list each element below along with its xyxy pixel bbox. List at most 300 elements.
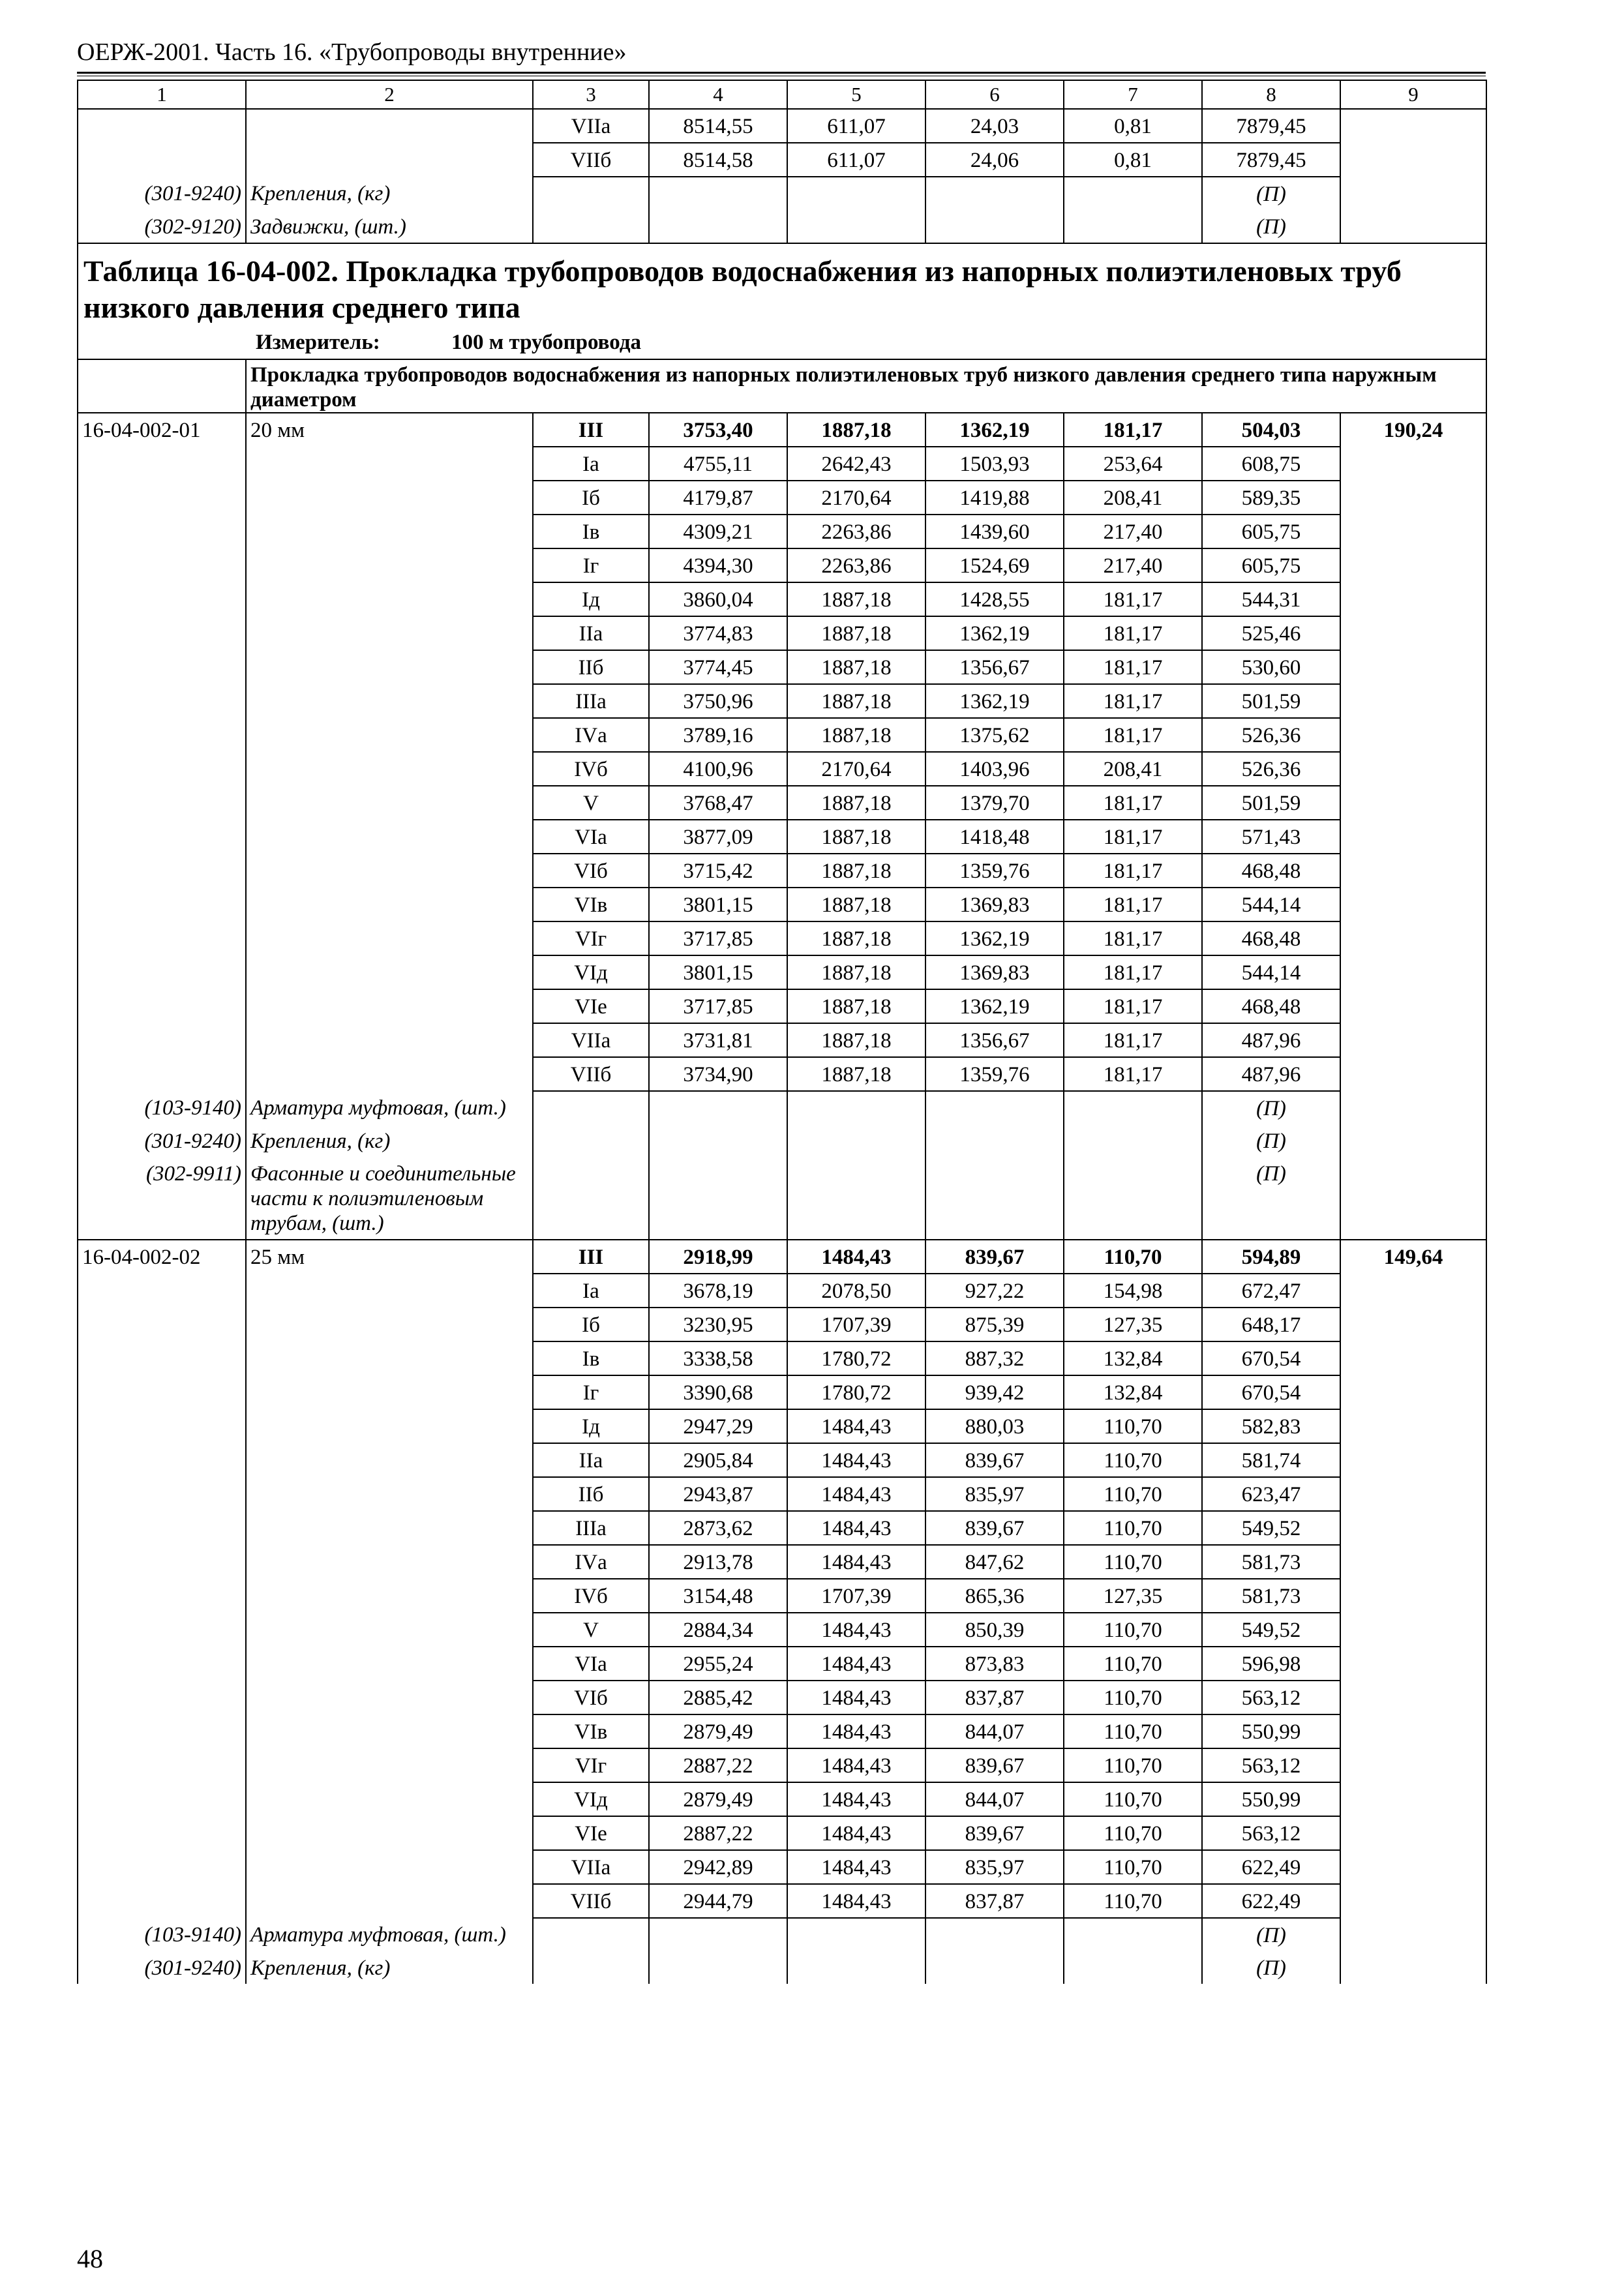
code-cell: [78, 955, 246, 989]
name-cell: [246, 582, 533, 616]
table-row: [78, 548, 1486, 582]
value-cell: 3734,90: [649, 1057, 787, 1091]
name-cell: [246, 989, 533, 1023]
value-cell: 1484,43: [787, 1545, 925, 1579]
section-header: Прокладка трубопроводов водоснабжения из напорных полиэтиленовых труб низкого давления среднего типа наружным диаметром: [246, 359, 1486, 413]
empty-cell: [787, 1157, 925, 1240]
value-cell: 563,12: [1202, 1681, 1340, 1714]
value-cell: 1484,43: [787, 1647, 925, 1681]
value-cell: 181,17: [1064, 955, 1202, 989]
labor-cell: [1340, 718, 1486, 752]
table-row: [78, 1884, 1486, 1918]
value-cell: 7879,45: [1202, 143, 1340, 177]
value-cell: 181,17: [1064, 650, 1202, 684]
value-cell: 181,17: [1064, 888, 1202, 921]
value-cell: 110,70: [1064, 1240, 1202, 1274]
labor-cell: [1340, 1375, 1486, 1409]
value-cell: 839,67: [925, 1816, 1064, 1850]
labor-cell: [1340, 515, 1486, 548]
value-cell: 253,64: [1064, 447, 1202, 481]
zone-cell: IVб: [533, 1579, 649, 1613]
value-cell: 844,07: [925, 1714, 1064, 1748]
name-cell: [246, 1647, 533, 1681]
table-row: [78, 1477, 1486, 1511]
name-cell: [246, 1884, 533, 1918]
value-cell: 1484,43: [787, 1681, 925, 1714]
value-cell: 837,87: [925, 1681, 1064, 1714]
value-cell: 181,17: [1064, 854, 1202, 888]
code-cell: [78, 1341, 246, 1375]
value-cell: 611,07: [787, 143, 925, 177]
entry-main-row: [78, 1240, 1486, 1274]
material-code: (302-9120): [78, 210, 246, 243]
code-cell: [78, 481, 246, 515]
zone-cell: Iб: [533, 481, 649, 515]
value-cell: 550,99: [1202, 1714, 1340, 1748]
entry-name: 20 мм: [246, 413, 533, 447]
value-cell: 581,74: [1202, 1443, 1340, 1477]
table-row: [78, 109, 1486, 143]
value-cell: 4179,87: [649, 481, 787, 515]
labor-cell: [1340, 1057, 1486, 1091]
value-cell: 2918,99: [649, 1240, 787, 1274]
name-cell: [246, 1748, 533, 1782]
value-cell: 1419,88: [925, 481, 1064, 515]
value-cell: 2879,49: [649, 1714, 787, 1748]
column-number: 7: [1064, 80, 1202, 109]
table-title-row: [78, 243, 1486, 359]
value-cell: 2887,22: [649, 1748, 787, 1782]
value-cell: 3801,15: [649, 955, 787, 989]
labor-cell: [1340, 1782, 1486, 1816]
code-cell: [78, 921, 246, 955]
value-cell: 208,41: [1064, 752, 1202, 786]
name-cell: [246, 1274, 533, 1308]
empty-cell: [1064, 1951, 1202, 1984]
value-cell: 0,81: [1064, 143, 1202, 177]
value-cell: 3717,85: [649, 921, 787, 955]
empty-cell: [533, 1157, 649, 1240]
entry-name: 25 мм: [246, 1240, 533, 1274]
value-cell: 1369,83: [925, 955, 1064, 989]
value-cell: 181,17: [1064, 684, 1202, 718]
zone-cell: VIб: [533, 854, 649, 888]
value-cell: 1707,39: [787, 1579, 925, 1613]
empty-cell: [925, 177, 1064, 210]
value-cell: 1484,43: [787, 1782, 925, 1816]
empty-cell: [533, 1951, 649, 1984]
empty-cell: [787, 1091, 925, 1124]
labor-cell: [1340, 1714, 1486, 1748]
table-row: [78, 684, 1486, 718]
labor-cell: [1340, 1308, 1486, 1341]
value-cell: 504,03: [1202, 413, 1340, 447]
value-cell: 2947,29: [649, 1409, 787, 1443]
material-code: (301-9240): [78, 1951, 246, 1984]
column-number: 3: [533, 80, 649, 109]
name-cell: [246, 1816, 533, 1850]
empty-cell: [787, 210, 925, 243]
name-cell: [246, 1443, 533, 1477]
name-cell: [246, 820, 533, 854]
empty-cell: [1064, 1124, 1202, 1157]
empty-cell: [925, 1157, 1064, 1240]
labor-cell: [1340, 447, 1486, 481]
value-cell: 1484,43: [787, 1613, 925, 1647]
value-cell: 1887,18: [787, 650, 925, 684]
value-cell: 835,97: [925, 1477, 1064, 1511]
column-number: 6: [925, 80, 1064, 109]
value-cell: 3154,48: [649, 1579, 787, 1613]
table-row: [78, 888, 1486, 921]
value-cell: 1356,67: [925, 650, 1064, 684]
table-title-block: [78, 243, 1486, 359]
value-cell: 526,36: [1202, 752, 1340, 786]
zone-cell: Iв: [533, 515, 649, 548]
value-cell: 1887,18: [787, 1057, 925, 1091]
value-cell: 1375,62: [925, 718, 1064, 752]
empty-cell: [925, 210, 1064, 243]
empty-cell: [1340, 1124, 1486, 1157]
value-cell: 3774,45: [649, 650, 787, 684]
value-cell: 181,17: [1064, 989, 1202, 1023]
value-cell: 605,75: [1202, 548, 1340, 582]
value-cell: 3860,04: [649, 582, 787, 616]
empty-cell: [925, 1124, 1064, 1157]
labor-cell: [1340, 1579, 1486, 1613]
code-cell: [78, 143, 246, 177]
material-code: (103-9140): [78, 1091, 246, 1124]
value-cell: 1428,55: [925, 582, 1064, 616]
value-cell: 2913,78: [649, 1545, 787, 1579]
zone-cell: VIд: [533, 955, 649, 989]
empty-cell: [925, 1951, 1064, 1984]
zone-cell: VIг: [533, 1748, 649, 1782]
measurer: [83, 326, 1481, 355]
table-row: [78, 650, 1486, 684]
value-cell: 8514,58: [649, 143, 787, 177]
table-body: [78, 80, 1486, 1984]
value-cell: 110,70: [1064, 1681, 1202, 1714]
value-cell: 110,70: [1064, 1714, 1202, 1748]
zone-cell: IIб: [533, 1477, 649, 1511]
value-cell: 1362,19: [925, 989, 1064, 1023]
value-cell: 1484,43: [787, 1884, 925, 1918]
value-cell: 1379,70: [925, 786, 1064, 820]
material-code: (301-9240): [78, 1124, 246, 1157]
entry-code: 16-04-002-01: [78, 413, 246, 447]
value-cell: 622,49: [1202, 1850, 1340, 1884]
value-cell: 181,17: [1064, 616, 1202, 650]
empty-cell: [1064, 177, 1202, 210]
value-cell: 2942,89: [649, 1850, 787, 1884]
value-cell: 1503,93: [925, 447, 1064, 481]
column-number: 9: [1340, 80, 1486, 109]
code-cell: [78, 786, 246, 820]
zone-cell: VIг: [533, 921, 649, 955]
material-mark: (П): [1202, 1124, 1340, 1157]
empty-cell: [649, 1124, 787, 1157]
value-cell: 110,70: [1064, 1443, 1202, 1477]
value-cell: 563,12: [1202, 1816, 1340, 1850]
labor-cell: [1340, 1613, 1486, 1647]
empty-cell: [787, 1951, 925, 1984]
value-cell: 1484,43: [787, 1443, 925, 1477]
measurer-label: Измеритель:: [256, 331, 380, 354]
empty-cell: [78, 359, 246, 413]
name-cell: [246, 1511, 533, 1545]
code-cell: [78, 1782, 246, 1816]
column-number: 1: [78, 80, 246, 109]
estimate-table: [77, 80, 1487, 1984]
table-row: [78, 955, 1486, 989]
empty-cell: [787, 177, 925, 210]
empty-cell: [1064, 1918, 1202, 1951]
value-cell: 605,75: [1202, 515, 1340, 548]
value-cell: 2943,87: [649, 1477, 787, 1511]
column-number: 5: [787, 80, 925, 109]
value-cell: 501,59: [1202, 684, 1340, 718]
labor-cell: [1340, 854, 1486, 888]
value-cell: 4394,30: [649, 548, 787, 582]
table-row: [78, 582, 1486, 616]
table-row: [78, 1023, 1486, 1057]
material-name: Крепления, (кг): [246, 177, 533, 210]
value-cell: 501,59: [1202, 786, 1340, 820]
value-cell: 544,14: [1202, 888, 1340, 921]
empty-cell: [649, 210, 787, 243]
value-cell: 1418,48: [925, 820, 1064, 854]
code-cell: [78, 1057, 246, 1091]
code-cell: [78, 854, 246, 888]
value-cell: 837,87: [925, 1884, 1064, 1918]
zone-cell: Iв: [533, 1341, 649, 1375]
value-cell: 1887,18: [787, 820, 925, 854]
labor-cell: [1340, 1477, 1486, 1511]
value-cell: 110,70: [1064, 1647, 1202, 1681]
code-cell: [78, 1023, 246, 1057]
material-code: (302-9911): [78, 1157, 246, 1240]
zone-cell: IIа: [533, 616, 649, 650]
zone-cell: IIб: [533, 650, 649, 684]
empty-cell: [1064, 1091, 1202, 1124]
value-cell: 3230,95: [649, 1308, 787, 1341]
code-cell: [78, 548, 246, 582]
value-cell: 549,52: [1202, 1511, 1340, 1545]
value-cell: 1887,18: [787, 684, 925, 718]
value-cell: 3768,47: [649, 786, 787, 820]
value-cell: 865,36: [925, 1579, 1064, 1613]
value-cell: 544,14: [1202, 955, 1340, 989]
value-cell: 132,84: [1064, 1341, 1202, 1375]
labor-cell: [1340, 616, 1486, 650]
zone-cell: VIв: [533, 888, 649, 921]
value-cell: 1484,43: [787, 1714, 925, 1748]
value-cell: 648,17: [1202, 1308, 1340, 1341]
value-cell: 3715,42: [649, 854, 787, 888]
zone-cell: VIIб: [533, 1057, 649, 1091]
value-cell: 2263,86: [787, 548, 925, 582]
value-cell: 110,70: [1064, 1613, 1202, 1647]
value-cell: 850,39: [925, 1613, 1064, 1647]
value-cell: 110,70: [1064, 1511, 1202, 1545]
value-cell: 1780,72: [787, 1341, 925, 1375]
name-cell: [246, 786, 533, 820]
labor-cell: [1340, 548, 1486, 582]
value-cell: 530,60: [1202, 650, 1340, 684]
table-row: [78, 786, 1486, 820]
value-cell: 835,97: [925, 1850, 1064, 1884]
zone-cell: Iд: [533, 1409, 649, 1443]
empty-cell: [787, 1918, 925, 1951]
value-cell: 3717,85: [649, 989, 787, 1023]
name-cell: [246, 109, 533, 143]
value-cell: 875,39: [925, 1308, 1064, 1341]
value-cell: 2905,84: [649, 1443, 787, 1477]
material-name: Фасонные и соединительные части к полиэтиленовым трубам, (шт.): [246, 1157, 533, 1240]
zone-cell: VIб: [533, 1681, 649, 1714]
code-cell: [78, 1816, 246, 1850]
name-cell: [246, 1341, 533, 1375]
value-cell: 181,17: [1064, 820, 1202, 854]
table-row: [78, 1057, 1486, 1091]
labor-cell: [1340, 481, 1486, 515]
table-row: [78, 1274, 1486, 1308]
zone-cell: VIIа: [533, 1023, 649, 1057]
name-cell: [246, 1714, 533, 1748]
value-cell: 622,49: [1202, 1884, 1340, 1918]
value-cell: 526,36: [1202, 718, 1340, 752]
material-mark: (П): [1202, 1951, 1340, 1984]
column-number: 2: [246, 80, 533, 109]
value-cell: 3731,81: [649, 1023, 787, 1057]
labor-cell: [1340, 1748, 1486, 1782]
name-cell: [246, 1023, 533, 1057]
value-cell: 880,03: [925, 1409, 1064, 1443]
value-cell: 672,47: [1202, 1274, 1340, 1308]
name-cell: [246, 888, 533, 921]
value-cell: 4755,11: [649, 447, 787, 481]
name-cell: [246, 854, 533, 888]
material-row: [78, 1124, 1486, 1157]
value-cell: 181,17: [1064, 921, 1202, 955]
name-cell: [246, 1308, 533, 1341]
value-cell: 2955,24: [649, 1647, 787, 1681]
zone-cell: VIв: [533, 1714, 649, 1748]
value-cell: 1362,19: [925, 921, 1064, 955]
code-cell: [78, 1375, 246, 1409]
value-cell: 468,48: [1202, 921, 1340, 955]
value-cell: 110,70: [1064, 1748, 1202, 1782]
value-cell: 1484,43: [787, 1477, 925, 1511]
labor-cell: [1340, 582, 1486, 616]
zone-cell: Iа: [533, 447, 649, 481]
material-code: (103-9140): [78, 1918, 246, 1951]
name-cell: [246, 1375, 533, 1409]
value-cell: 1369,83: [925, 888, 1064, 921]
value-cell: 1887,18: [787, 413, 925, 447]
name-cell: [246, 143, 533, 177]
zone-cell: VIIб: [533, 1884, 649, 1918]
labor-cell: [1340, 1647, 1486, 1681]
value-cell: 844,07: [925, 1782, 1064, 1816]
value-cell: 2884,34: [649, 1613, 787, 1647]
code-cell: [78, 1579, 246, 1613]
value-cell: 127,35: [1064, 1308, 1202, 1341]
name-cell: [246, 650, 533, 684]
code-cell: [78, 616, 246, 650]
value-cell: 3877,09: [649, 820, 787, 854]
value-cell: 4309,21: [649, 515, 787, 548]
table-row: [78, 1782, 1486, 1816]
material-name: Арматура муфтовая, (шт.): [246, 1918, 533, 1951]
labor-cell: [1340, 109, 1486, 143]
value-cell: 611,07: [787, 109, 925, 143]
value-cell: 1484,43: [787, 1511, 925, 1545]
table-row: [78, 752, 1486, 786]
empty-cell: [1340, 1091, 1486, 1124]
zone-cell: Iг: [533, 1375, 649, 1409]
name-cell: [246, 1613, 533, 1647]
value-cell: 110,70: [1064, 1409, 1202, 1443]
table-title: Таблица 16-04-002. Прокладка трубопроводов водоснабжения из напорных полиэтиленовых труб низкого давления среднего типа: [83, 254, 1402, 324]
zone-cell: IIа: [533, 1443, 649, 1477]
labor-cell: [1340, 752, 1486, 786]
value-cell: 1484,43: [787, 1748, 925, 1782]
value-cell: 3678,19: [649, 1274, 787, 1308]
value-cell: 1484,43: [787, 1850, 925, 1884]
value-cell: 0,81: [1064, 109, 1202, 143]
value-cell: 839,67: [925, 1443, 1064, 1477]
empty-cell: [1340, 1157, 1486, 1240]
code-cell: [78, 1613, 246, 1647]
table-row: [78, 1579, 1486, 1613]
value-cell: 208,41: [1064, 481, 1202, 515]
zone-cell: VIа: [533, 1647, 649, 1681]
material-name: Крепления, (кг): [246, 1951, 533, 1984]
labor-cell: [1340, 1443, 1486, 1477]
zone-cell: VIIб: [533, 143, 649, 177]
code-cell: [78, 582, 246, 616]
value-cell: 1707,39: [787, 1308, 925, 1341]
labor-cell: 190,24: [1340, 413, 1486, 447]
code-cell: [78, 1545, 246, 1579]
empty-cell: [1064, 1157, 1202, 1240]
code-cell: [78, 1850, 246, 1884]
labor-cell: [1340, 650, 1486, 684]
labor-cell: [1340, 1511, 1486, 1545]
code-cell: [78, 820, 246, 854]
empty-cell: [1340, 1918, 1486, 1951]
name-cell: [246, 515, 533, 548]
value-cell: 544,31: [1202, 582, 1340, 616]
material-row: [78, 1918, 1486, 1951]
value-cell: 110,70: [1064, 1816, 1202, 1850]
value-cell: 571,43: [1202, 820, 1340, 854]
name-cell: [246, 955, 533, 989]
material-mark: (П): [1202, 1157, 1340, 1240]
header-rule: [77, 72, 1486, 76]
value-cell: 127,35: [1064, 1579, 1202, 1613]
code-cell: [78, 684, 246, 718]
zone-cell: Iд: [533, 582, 649, 616]
labor-cell: [1340, 820, 1486, 854]
code-cell: [78, 1681, 246, 1714]
value-cell: 487,96: [1202, 1057, 1340, 1091]
zone-cell: IVа: [533, 718, 649, 752]
value-cell: 2885,42: [649, 1681, 787, 1714]
value-cell: 1780,72: [787, 1375, 925, 1409]
